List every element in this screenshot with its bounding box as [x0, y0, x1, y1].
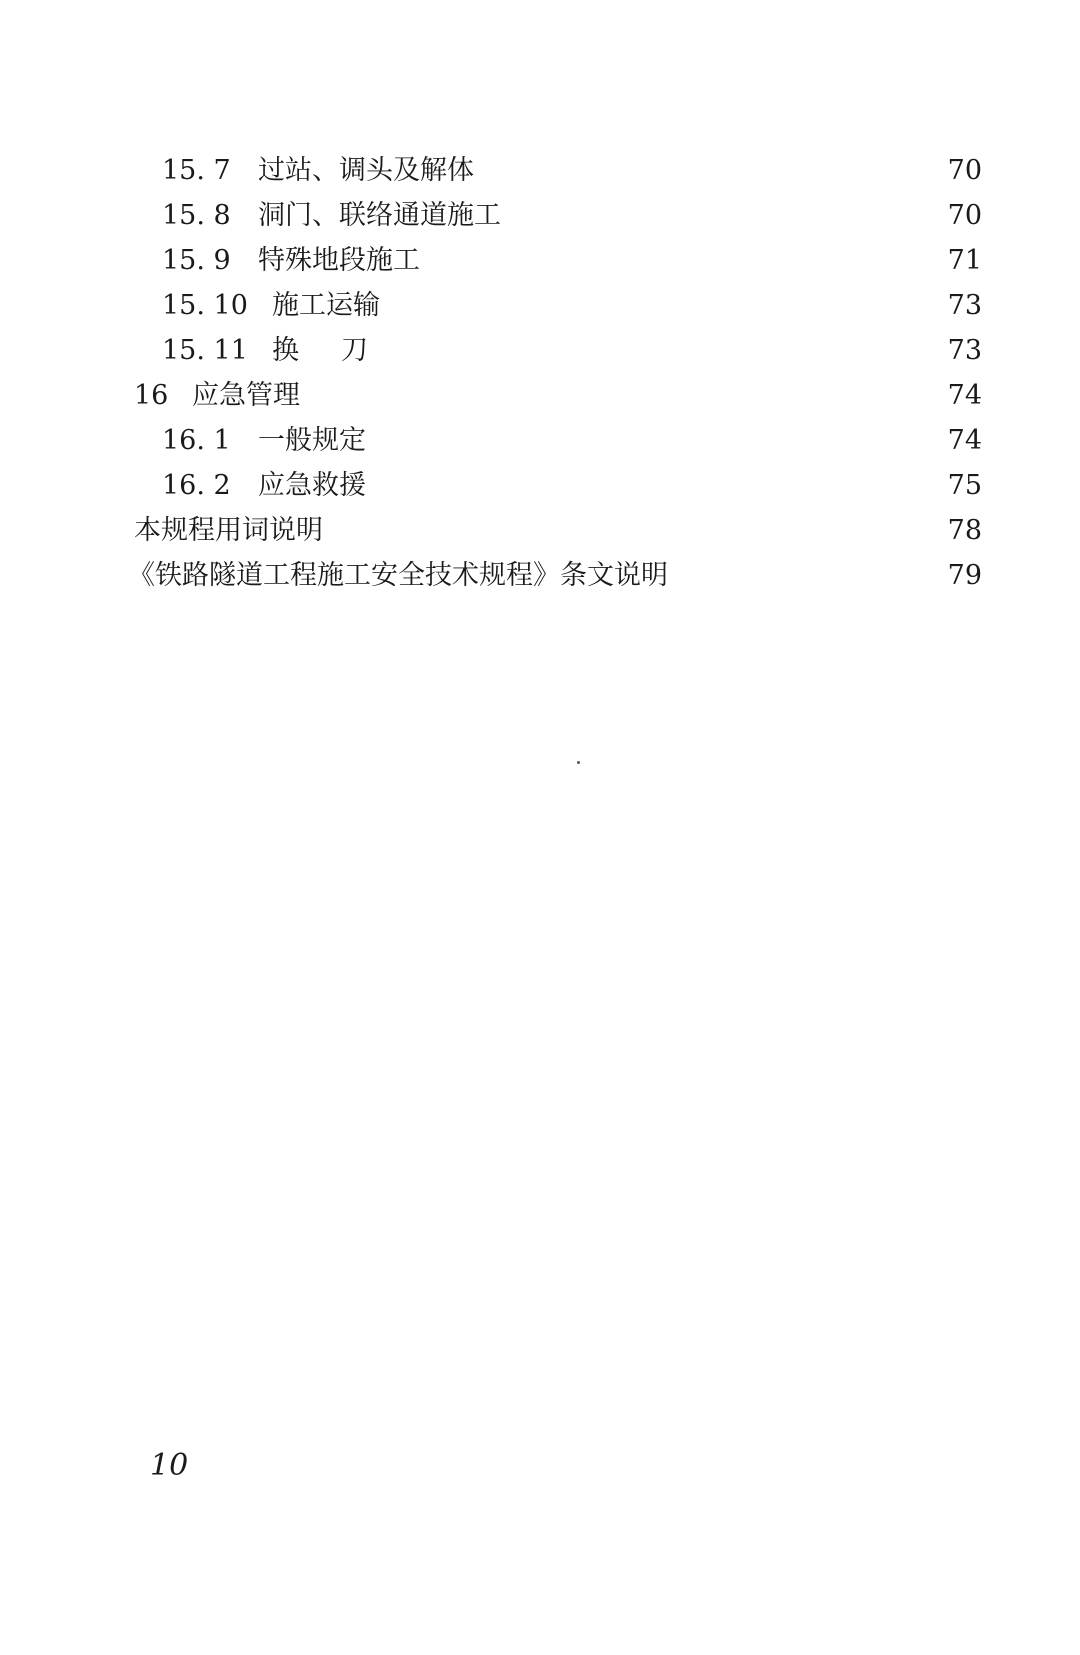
toc-entry-number: 15. 10 — [162, 290, 248, 321]
toc-entry-number: 16. 1 — [162, 425, 231, 456]
dot-leader — [333, 508, 932, 554]
toc-entry[interactable] — [0, 238, 1080, 284]
toc-entry-page: 79 — [947, 560, 982, 591]
toc-entry-title: 本规程用词说明 — [134, 515, 323, 546]
toc-entry-number: 15. 8 — [162, 200, 231, 231]
toc-entry-page: 70 — [947, 155, 982, 186]
toc-entry-page: 73 — [947, 335, 982, 366]
table-of-contents — [0, 0, 1080, 620]
toc-entry-page: 73 — [947, 290, 982, 321]
toc-entry-title: 应急救援 — [258, 470, 366, 501]
toc-entry[interactable] — [0, 418, 1080, 464]
toc-entry-page: 70 — [947, 200, 982, 231]
toc-entry-number: 16. 2 — [162, 470, 231, 501]
toc-entry-page: 78 — [947, 515, 982, 546]
dot-leader — [484, 148, 932, 194]
toc-entry[interactable] — [0, 508, 1080, 554]
toc-entry-number: 15. 9 — [162, 245, 231, 276]
print-speck — [577, 761, 580, 764]
toc-entry-number: 15. 11 — [162, 335, 248, 366]
toc-entry-title: 施工运输 — [272, 290, 380, 321]
toc-entry-title: 特殊地段施工 — [258, 245, 420, 276]
toc-entry-title: 换刀 — [272, 335, 410, 366]
toc-entry[interactable] — [0, 463, 1080, 509]
toc-entry-title: 应急管理 — [192, 380, 300, 411]
page-number: 10 — [150, 1448, 189, 1483]
toc-entry[interactable] — [0, 148, 1080, 194]
dot-leader — [511, 193, 932, 239]
toc-entry-number: 15. 7 — [162, 155, 231, 186]
dot-leader — [410, 328, 932, 374]
toc-entry[interactable] — [0, 553, 1080, 599]
toc-entry-title: 《铁路隧道工程施工安全技术规程》条文说明 — [128, 560, 668, 591]
dot-leader — [310, 373, 932, 419]
dot-leader — [376, 463, 932, 509]
toc-entry[interactable] — [0, 193, 1080, 239]
toc-entry[interactable] — [0, 283, 1080, 329]
toc-entry-title: 洞门、联络通道施工 — [258, 200, 501, 231]
toc-entry-page: 74 — [947, 425, 982, 456]
dot-leader — [376, 418, 932, 464]
dot-leader — [430, 238, 932, 284]
toc-entry-title: 过站、调头及解体 — [258, 155, 474, 186]
toc-entry[interactable] — [0, 328, 1080, 374]
toc-entry-number: 16 — [134, 380, 169, 411]
toc-entry-page: 71 — [947, 245, 982, 276]
dot-leader — [390, 283, 932, 329]
dot-leader — [678, 553, 932, 599]
toc-entry-title: 一般规定 — [258, 425, 366, 456]
toc-entry-page: 74 — [947, 380, 982, 411]
toc-entry[interactable] — [0, 373, 1080, 419]
toc-entry-page: 75 — [947, 470, 982, 501]
